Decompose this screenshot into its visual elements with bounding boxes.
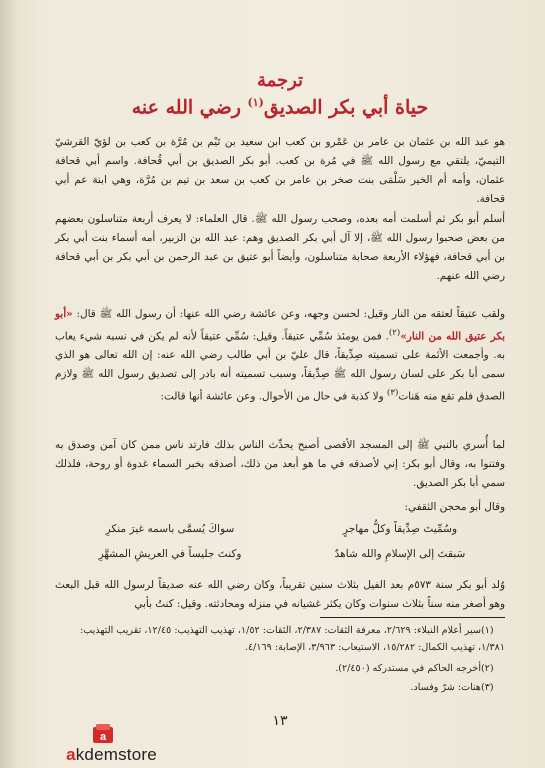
footnote-2-text: أخرجه الحاكم في مستدركه (٢/٤٥٠).: [335, 663, 481, 674]
paragraph-4: لما أُسري بالنبي ﷺ إلى المسجد الأقصى أصبح يحدِّث الناس بذلك فارتد ناس ممن كان آمن وصدق به وفتنوا به، وقال أبو بكر: إني لأصدقه في ما هو أبعد من ذلك، أصدقه بخبر السماء غدوة أو روحة، فلذلك سمي أبا بكر الصديق.: [55, 439, 505, 489]
verse-2-second-hemistich: وكنتَ جليساً في العريشِ المشهَّرِ: [98, 548, 242, 560]
hadith-quote: «أبو بكر عتيق الله من النار»: [55, 308, 505, 343]
paragraph-2: أسلم أبو بكر ثم أسلمت أمه بعده، وصحب رسول الله ﷺ. قال العلماء: لا يعرف أربعة متناسلون بعضهم من بعض صحبوا رسول الله ﷺ، إلا آل أبي بكر الصديق وهم: عبد الله بن الزبير، أمه أسماء بنت أبي بكر بن أبي قحافة، فهؤلاء الأربعة صحابة متناسلون، وأيضاً أبو عتيق بن عبد الرحمن بن أبي بكر بن أبي قحافة رضي الله عنهم.: [55, 213, 505, 282]
footnote-2: [55, 660, 505, 677]
logo-letter: a: [66, 745, 76, 764]
footnote-ref-2: (٢): [388, 328, 401, 338]
footnote-3-text: هنات: شرّ وفساد.: [410, 682, 481, 693]
heading-subtitle: [55, 96, 505, 118]
page-edge: [0, 0, 18, 768]
paragraph-3-a: ولقب عتيقاً لعتقه من النار وقيل: لحسن وجهه، وعن عائشة رضي الله عنها: أن رسول الله ﷺ قال:: [72, 308, 505, 320]
svg-text:a: a: [99, 731, 107, 743]
footnote-3-number: (٣): [481, 682, 494, 693]
paragraph-3-b: . فمن يومئذ سُمِّي عتيقاً. وقيل: سُمِّي عتيقاً لأنه لم يكن في نسبه شيء يعاب به. وأجمعت الأئمة على تسميته صِدِّيقاً، قال عليّ بن أبي طالب رضي الله عنه: إن الله تعالى هو الذي سمى أبا بكر على لسان رسول الله ﷺ صِدِّيقاً، وسبب تسميته أنه بادر إلى تصديق رسول الله ﷺ ولازم الصدق فلم تقع منه هَنات: [55, 330, 505, 403]
subtitle-end: رضي الله عنه: [131, 96, 241, 119]
page-number: ١٣: [272, 713, 288, 729]
paragraph-6: وُلد أبو بكر سنة ٥٧٣م بعد الفيل بثلاث سنين تقريباً، وكان رضي الله عنه صديقاً لرسول الله قبل البعث وهو أصغر منه سناً بثلاث سنوات وكان يكثر غشيانه في منزله ومحادثته. وقيل: كنتُ بأبي: [55, 579, 505, 610]
footnote-2-number: (٢): [481, 663, 494, 674]
store-logo-text: [44, 745, 179, 765]
footnote-divider: [320, 617, 505, 618]
store-logo: [44, 723, 179, 767]
heading-title: ترجمة: [256, 70, 304, 91]
footnote-3: [55, 679, 505, 696]
footnote-1-number: (١): [481, 625, 494, 636]
paragraph-3-c: ولا كذبة في حال من الأحوال. وعن عائشة أنها قالت:: [160, 390, 387, 403]
footnote-1: [55, 622, 505, 656]
paragraph-1: هو عبد الله بن عثمان بن عامر بن عَمْرو بن كعب ابن سعيد بن تَيْم بن مُرَّة بن كعب بن لؤيّ القرشيّ التيميّ، يلتقي مع رسول الله ﷺ في مُرة بن كعب. أبو بكر الصديق بن أبي قُحافة. واسم أبي قحافة عثمان، وأمه أم الخير سَلْمَى بنت صخر بن عامر بن كعب بن سعد بن تيم بن مُرَّة، وهي ابنة عم أبي قحافة.: [55, 136, 505, 205]
footnote-1-text: سير أعلام النبلاء: ٢/٦٢٩، معرفة الثقات: ٢/٣٨٧، الثقات: ١/٥٢، تهذيب التهذيب: ١٢/٤٥، تقريب التهذيب: ١/٣٨١، تهذيب الكمال: ١٥/٢٨٢، الاستيعاب: ٣/٩٦٣، الإصابة: ٤/١٦٩.: [80, 625, 505, 653]
subtitle-text: حياة أبي بكر الصديق: [263, 96, 429, 119]
book-stack-icon: [90, 723, 116, 745]
verse-1-first-hemistich: وسُمِّيتَ صِدِّيقاً وكلُّ مهاجرٍ: [342, 523, 458, 535]
verse-1-second-hemistich: سواكَ يُسمَّى باسمه غيرَ منكرِ: [105, 523, 235, 535]
poem-verse-1: [55, 523, 505, 543]
footnote-ref-3: (٣): [386, 388, 399, 399]
footnote-ref-1: (١): [247, 96, 264, 109]
paragraph-5: وقال أبو محجن الثقفي:: [404, 501, 505, 513]
poem-verse-2: [55, 548, 505, 568]
verse-2-first-hemistich: سَبقتَ إلى الإسلامِ والله شاهدٌ: [334, 548, 466, 560]
logo-word: kdemstore: [75, 745, 157, 764]
paragraph-3: [55, 305, 505, 407]
